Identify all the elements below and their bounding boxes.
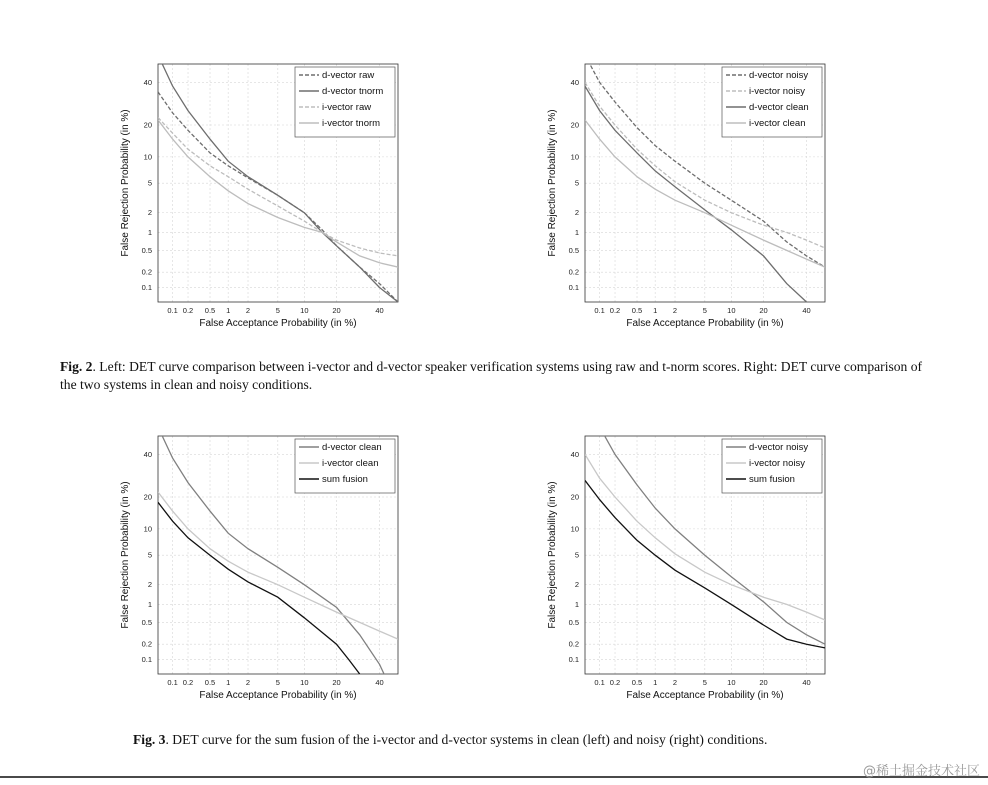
x-tick-label: 20 [759, 678, 768, 687]
legend-label: d-vector clean [322, 442, 382, 453]
legend-label: sum fusion [749, 474, 795, 485]
x-tick-label: 10 [300, 306, 309, 315]
x-tick-label: 20 [759, 306, 768, 315]
x-tick-label: 0.1 [167, 678, 178, 687]
figure-3-caption [133, 731, 933, 749]
y-tick-label: 0.1 [568, 283, 579, 293]
y-tick-label: 2 [147, 208, 152, 218]
x-tick-label: 10 [300, 678, 309, 687]
legend-label: i-vector raw [322, 102, 372, 113]
y-tick-label: 0.2 [141, 267, 152, 277]
x-tick-label: 5 [702, 678, 707, 687]
figure-2-caption-text: . Left: DET curve comparison between i-vector and d-vector speaker verification systems using raw and t-norm scores. Right: DET curve comparison of the two systems in clean and noisy conditions. [60, 359, 923, 392]
y-tick-label: 40 [570, 77, 579, 87]
y-tick-label: 20 [570, 120, 579, 130]
legend-label: i-vector noisy [749, 86, 805, 97]
x-tick-label: 40 [375, 678, 384, 687]
y-tick-label: 5 [147, 178, 152, 188]
det-chart-fig2-left [100, 50, 420, 330]
y-tick-label: 0.1 [568, 655, 579, 665]
det-chart-fig3-right [527, 422, 847, 702]
y-axis-label: False Rejection Probability (in %) [120, 109, 131, 257]
x-tick-label: 0.5 [631, 306, 643, 315]
y-tick-label: 1 [574, 227, 579, 237]
y-axis-label: False Rejection Probability (in %) [120, 481, 131, 629]
y-tick-label: 0.5 [568, 617, 579, 627]
y-tick-label: 0.2 [568, 639, 579, 649]
y-tick-label: 10 [570, 524, 579, 534]
x-tick-label: 2 [672, 678, 678, 687]
legend-label: d-vector clean [749, 102, 809, 113]
x-tick-label: 0.2 [609, 678, 621, 687]
x-tick-label: 2 [245, 678, 251, 687]
legend-label: i-vector noisy [749, 458, 805, 469]
det-plot-svg [527, 422, 847, 702]
y-tick-label: 0.5 [568, 245, 579, 255]
x-tick-label: 10 [727, 306, 736, 315]
y-tick-label: 1 [147, 227, 152, 237]
x-axis-label: False Acceptance Probability (in %) [199, 318, 357, 329]
y-tick-label: 10 [570, 152, 579, 162]
y-tick-label: 20 [570, 492, 579, 502]
x-tick-label: 0.2 [609, 306, 621, 315]
y-tick-label: 0.5 [141, 617, 152, 627]
x-tick-label: 0.1 [167, 306, 178, 315]
y-tick-label: 2 [574, 208, 579, 218]
x-tick-label: 40 [802, 306, 811, 315]
x-tick-label: 2 [245, 306, 251, 315]
x-tick-label: 0.5 [631, 678, 643, 687]
x-tick-label: 0.1 [594, 678, 605, 687]
x-axis-label: False Acceptance Probability (in %) [626, 690, 784, 701]
x-tick-label: 5 [275, 306, 280, 315]
det-plot-svg [527, 50, 847, 330]
y-axis-label: False Rejection Probability (in %) [547, 109, 558, 257]
y-tick-label: 5 [574, 550, 579, 560]
y-tick-label: 40 [570, 449, 579, 459]
figure-3-caption-text: . DET curve for the sum fusion of the i-vector and d-vector systems in clean (left) and noisy (right) conditions. [165, 732, 768, 747]
det-plot-svg [100, 422, 420, 702]
y-tick-label: 20 [143, 120, 152, 130]
y-tick-label: 20 [143, 492, 152, 502]
y-tick-label: 5 [147, 550, 152, 560]
legend-label: d-vector noisy [749, 70, 809, 81]
y-tick-label: 0.2 [568, 267, 579, 277]
x-tick-label: 1 [226, 306, 231, 315]
x-tick-label: 40 [375, 306, 384, 315]
x-axis-label: False Acceptance Probability (in %) [626, 318, 784, 329]
y-tick-label: 1 [574, 599, 579, 609]
legend-label: d-vector raw [322, 70, 375, 81]
y-tick-label: 0.1 [141, 655, 152, 665]
x-tick-label: 40 [802, 678, 811, 687]
x-tick-label: 0.5 [204, 678, 216, 687]
x-tick-label: 10 [727, 678, 736, 687]
series-line [158, 118, 398, 256]
det-plot-svg [100, 50, 420, 330]
x-tick-label: 2 [672, 306, 678, 315]
legend-label: d-vector noisy [749, 442, 809, 453]
x-tick-label: 1 [226, 678, 231, 687]
x-tick-label: 1 [653, 678, 658, 687]
x-tick-label: 20 [332, 306, 341, 315]
det-chart-fig2-right [527, 50, 847, 330]
legend-label: sum fusion [322, 474, 368, 485]
figure-3-label: Fig. 3 [133, 732, 166, 747]
y-tick-label: 0.2 [141, 639, 152, 649]
y-tick-label: 0.1 [141, 283, 152, 293]
y-tick-label: 2 [574, 580, 579, 590]
x-tick-label: 5 [275, 678, 280, 687]
x-tick-label: 0.1 [594, 306, 605, 315]
y-tick-label: 0.5 [141, 245, 152, 255]
y-tick-label: 2 [147, 580, 152, 590]
y-tick-label: 10 [143, 152, 152, 162]
x-tick-label: 0.5 [204, 306, 216, 315]
watermark: @稀土掘金技术社区 [862, 764, 980, 779]
y-tick-label: 40 [143, 77, 152, 87]
page-bottom-rule [0, 776, 988, 778]
x-tick-label: 20 [332, 678, 341, 687]
x-tick-label: 1 [653, 306, 658, 315]
x-axis-label: False Acceptance Probability (in %) [199, 690, 357, 701]
figure-2-caption [60, 358, 940, 394]
det-chart-fig3-left [100, 422, 420, 702]
y-tick-label: 10 [143, 524, 152, 534]
y-axis-label: False Rejection Probability (in %) [547, 481, 558, 629]
y-tick-label: 40 [143, 449, 152, 459]
legend-label: i-vector clean [749, 118, 806, 129]
x-tick-label: 0.2 [182, 306, 194, 315]
x-tick-label: 5 [702, 306, 707, 315]
legend-label: d-vector tnorm [322, 86, 384, 97]
y-tick-label: 5 [574, 178, 579, 188]
legend-label: i-vector tnorm [322, 118, 381, 129]
x-tick-label: 0.2 [182, 678, 194, 687]
y-tick-label: 1 [147, 599, 152, 609]
figure-2-label: Fig. 2 [60, 359, 93, 374]
legend-label: i-vector clean [322, 458, 379, 469]
